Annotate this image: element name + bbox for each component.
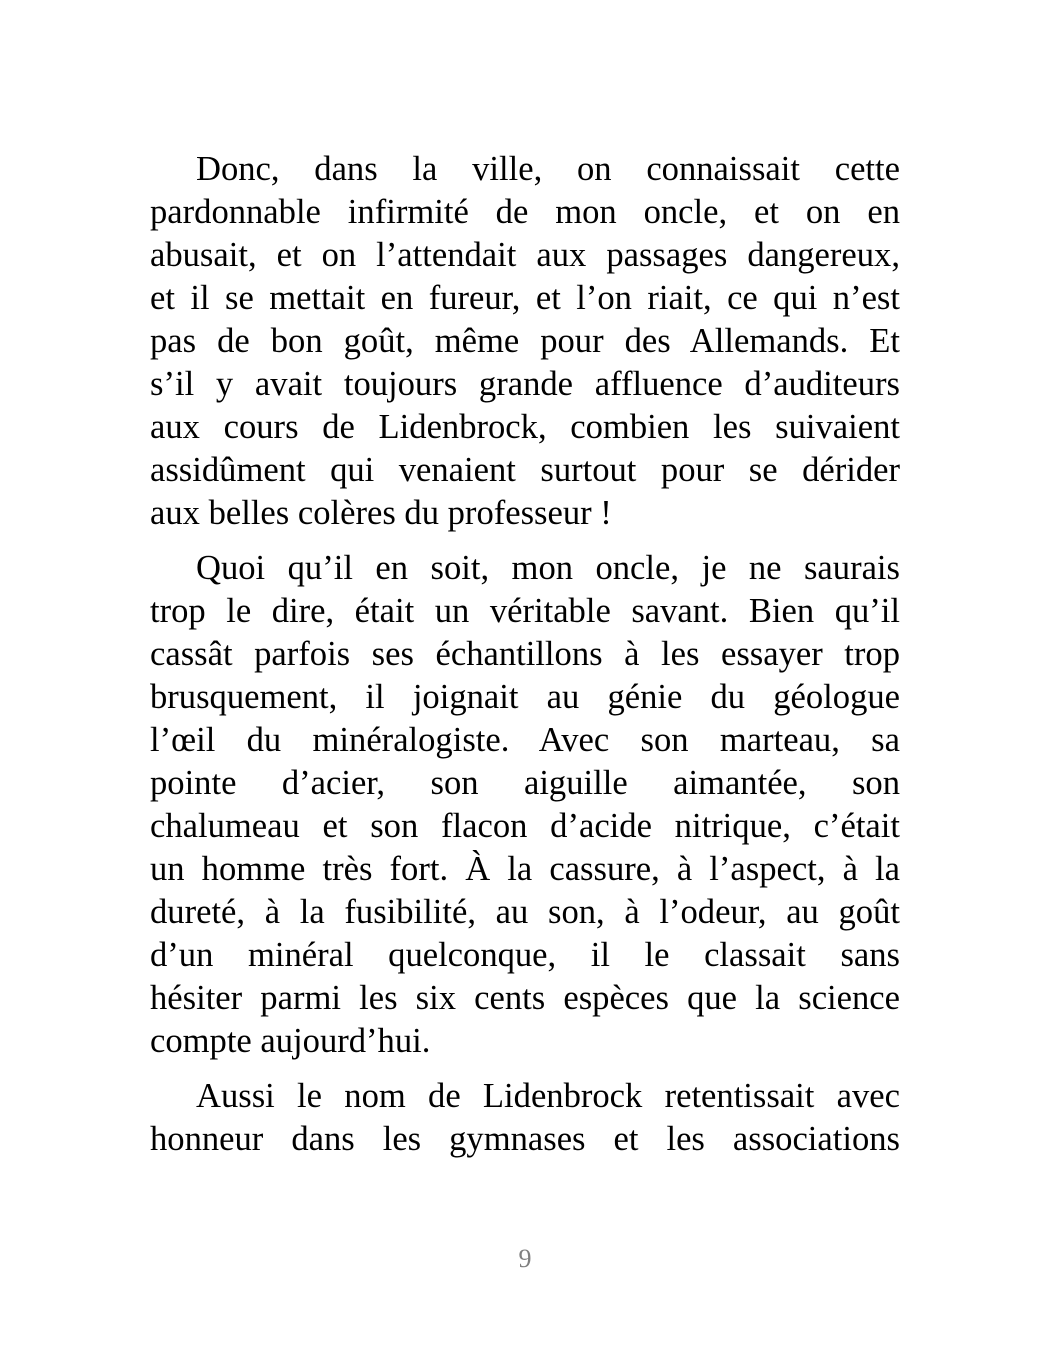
paragraph-2 bbox=[150, 547, 900, 1063]
text-line: assidûment qui venaient surtout pour se dérider bbox=[150, 451, 900, 489]
text-line: pointe d’acier, son aiguille aimantée, son bbox=[150, 764, 900, 802]
text-line: aux cours de Lidenbrock, combien les suivaient bbox=[150, 408, 900, 446]
text-line: aux belles colères du professeur ! bbox=[150, 494, 612, 532]
text-line: d’un minéral quelconque, il le classait sans bbox=[150, 936, 900, 974]
text-line: abusait, et on l’attendait aux passages dangereux, bbox=[150, 236, 900, 274]
text-line: Aussi le nom de Lidenbrock retentissait avec bbox=[196, 1077, 900, 1115]
text-line: Donc, dans la ville, on connaissait cette bbox=[196, 150, 900, 188]
text-line: cassât parfois ses échantillons à les essayer trop bbox=[150, 635, 900, 673]
text-line: et il se mettait en fureur, et l’on riait, ce qui n’est bbox=[150, 279, 900, 317]
text-line: compte aujourd’hui. bbox=[150, 1022, 431, 1060]
text-line: trop le dire, était un véritable savant. Bien qu’il bbox=[150, 592, 900, 630]
text-line: dureté, à la fusibilité, au son, à l’odeur, au goût bbox=[150, 893, 900, 931]
page-number: 9 bbox=[518, 1244, 532, 1273]
text-line: honneur dans les gymnases et les associations bbox=[150, 1120, 900, 1158]
text-line: brusquement, il joignait au génie du géologue bbox=[150, 678, 900, 716]
text-line: hésiter parmi les six cents espèces que la science bbox=[150, 979, 900, 1017]
text-line: pas de bon goût, même pour des Allemands. Et bbox=[150, 322, 900, 360]
text-line: l’œil du minéralogiste. Avec son marteau, sa bbox=[150, 721, 900, 759]
text-line: pardonnable infirmité de mon oncle, et on en bbox=[150, 193, 900, 231]
paragraph-1 bbox=[150, 148, 900, 535]
text-line: un homme très fort. À la cassure, à l’aspect, à la bbox=[150, 850, 900, 888]
paragraph-3 bbox=[150, 1075, 900, 1161]
text-line: s’il y avait toujours grande affluence d’auditeurs bbox=[150, 365, 900, 403]
text-line: chalumeau et son flacon d’acide nitrique, c’était bbox=[150, 807, 900, 845]
body-text bbox=[150, 148, 900, 1173]
text-line: Quoi qu’il en soit, mon oncle, je ne saurais bbox=[196, 549, 900, 587]
